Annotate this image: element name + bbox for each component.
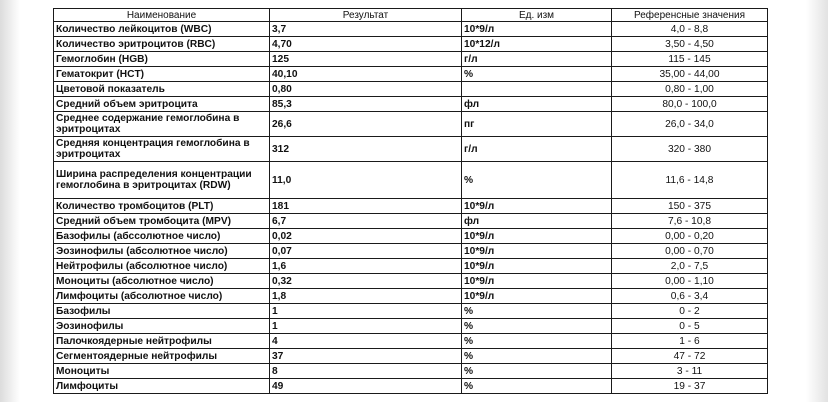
row-result: 4,70 xyxy=(270,37,462,52)
row-unit: фл xyxy=(462,97,612,112)
table-row xyxy=(54,199,768,214)
row-result: 1,8 xyxy=(270,289,462,304)
row-name: Ширина распределения концентрации гемоглобина в эритроцитах (RDW) xyxy=(54,162,270,199)
row-name: Гематокрит (HCT) xyxy=(54,67,270,82)
table-row xyxy=(54,364,768,379)
row-reference: 1 - 6 xyxy=(612,334,768,349)
row-reference: 0,80 - 1,00 xyxy=(612,82,768,97)
row-reference: 11,6 - 14,8 xyxy=(612,162,768,199)
row-result: 85,3 xyxy=(270,97,462,112)
row-name: Гемоглобин (HGB) xyxy=(54,52,270,67)
row-reference: 0 - 2 xyxy=(612,304,768,319)
row-result: 3,7 xyxy=(270,22,462,37)
row-result: 37 xyxy=(270,349,462,364)
row-result: 1,6 xyxy=(270,259,462,274)
row-unit: 10*9/л xyxy=(462,199,612,214)
row-unit: % xyxy=(462,364,612,379)
row-result: 0,07 xyxy=(270,244,462,259)
row-unit: фл xyxy=(462,214,612,229)
table-row xyxy=(54,229,768,244)
row-unit: 10*12/л xyxy=(462,37,612,52)
row-reference: 4,0 - 8,8 xyxy=(612,22,768,37)
row-name: Количество тромбоцитов (PLT) xyxy=(54,199,270,214)
row-result: 6,7 xyxy=(270,214,462,229)
row-name: Цветовой показатель xyxy=(54,82,270,97)
table-row xyxy=(54,82,768,97)
row-unit: г/л xyxy=(462,52,612,67)
row-name: Базофилы (абссолютное число) xyxy=(54,229,270,244)
row-name: Количество эритроцитов (RBC) xyxy=(54,37,270,52)
row-unit: % xyxy=(462,67,612,82)
row-reference: 80,0 - 100,0 xyxy=(612,97,768,112)
table-row xyxy=(54,289,768,304)
row-reference: 0,00 - 1,10 xyxy=(612,274,768,289)
row-name: Лимфоциты (абсолютное число) xyxy=(54,289,270,304)
row-result: 4 xyxy=(270,334,462,349)
row-reference: 26,0 - 34,0 xyxy=(612,112,768,137)
row-name: Моноциты (абсолютное число) xyxy=(54,274,270,289)
row-name: Средняя концентрация гемоглобина в эритроцитах xyxy=(54,137,270,162)
table-row xyxy=(54,97,768,112)
row-name: Моноциты xyxy=(54,364,270,379)
row-unit: % xyxy=(462,304,612,319)
row-reference: 35,00 - 44,00 xyxy=(612,67,768,82)
row-name: Лимфоциты xyxy=(54,379,270,394)
row-unit xyxy=(462,82,612,97)
row-reference: 3 - 11 xyxy=(612,364,768,379)
row-reference: 7,6 - 10,8 xyxy=(612,214,768,229)
row-name: Средний объем тромбоцита (MPV) xyxy=(54,214,270,229)
row-result: 40,10 xyxy=(270,67,462,82)
row-result: 49 xyxy=(270,379,462,394)
row-name: Количество лейкоцитов (WBC) xyxy=(54,22,270,37)
row-name: Эозинофилы xyxy=(54,319,270,334)
table-row xyxy=(54,37,768,52)
header-unit: Ед. изм xyxy=(462,9,612,22)
row-name: Средний объем эритроцита xyxy=(54,97,270,112)
table-row xyxy=(54,214,768,229)
table-row xyxy=(54,162,768,199)
table-row xyxy=(54,334,768,349)
table-row xyxy=(54,67,768,82)
row-name: Сегментоядерные нейтрофилы xyxy=(54,349,270,364)
row-unit: г/л xyxy=(462,137,612,162)
row-reference: 0 - 5 xyxy=(612,319,768,334)
row-result: 312 xyxy=(270,137,462,162)
row-reference: 3,50 - 4,50 xyxy=(612,37,768,52)
row-name: Эозинофилы (абсолютное число) xyxy=(54,244,270,259)
row-name: Базофилы xyxy=(54,304,270,319)
table-row xyxy=(54,244,768,259)
row-reference: 0,6 - 3,4 xyxy=(612,289,768,304)
row-unit: 10*9/л xyxy=(462,259,612,274)
table-row xyxy=(54,349,768,364)
row-reference: 47 - 72 xyxy=(612,349,768,364)
table-row xyxy=(54,22,768,37)
table-row xyxy=(54,274,768,289)
row-result: 181 xyxy=(270,199,462,214)
row-result: 0,02 xyxy=(270,229,462,244)
row-name: Палочкоядерные нейтрофилы xyxy=(54,334,270,349)
row-unit: % xyxy=(462,349,612,364)
row-result: 1 xyxy=(270,319,462,334)
row-reference: 2,0 - 7,5 xyxy=(612,259,768,274)
row-unit: 10*9/л xyxy=(462,244,612,259)
row-result: 26,6 xyxy=(270,112,462,137)
header-row xyxy=(54,9,768,22)
row-result: 125 xyxy=(270,52,462,67)
row-unit: % xyxy=(462,334,612,349)
row-result: 0,80 xyxy=(270,82,462,97)
table-row xyxy=(54,319,768,334)
table-row xyxy=(54,304,768,319)
row-reference: 150 - 375 xyxy=(612,199,768,214)
row-result: 1 xyxy=(270,304,462,319)
row-unit: пг xyxy=(462,112,612,137)
table-row xyxy=(54,112,768,137)
row-unit: 10*9/л xyxy=(462,229,612,244)
row-result: 8 xyxy=(270,364,462,379)
row-result: 0,32 xyxy=(270,274,462,289)
row-reference: 19 - 37 xyxy=(612,379,768,394)
header-reference: Референсные значения xyxy=(612,9,768,22)
table-row xyxy=(54,379,768,394)
row-reference: 0,00 - 0,20 xyxy=(612,229,768,244)
row-unit: % xyxy=(462,319,612,334)
row-name: Нейтрофилы (абсолютное число) xyxy=(54,259,270,274)
table-row xyxy=(54,137,768,162)
row-reference: 320 - 380 xyxy=(612,137,768,162)
header-name: Наименование xyxy=(54,9,270,22)
row-name: Среднее содержание гемоглобина в эритроцитах xyxy=(54,112,270,137)
row-unit: 10*9/л xyxy=(462,289,612,304)
header-result: Результат xyxy=(270,9,462,22)
table-row xyxy=(54,259,768,274)
blood-test-results-table xyxy=(53,8,768,394)
row-result: 11,0 xyxy=(270,162,462,199)
row-reference: 0,00 - 0,70 xyxy=(612,244,768,259)
row-unit: 10*9/л xyxy=(462,274,612,289)
row-reference: 115 - 145 xyxy=(612,52,768,67)
table-row xyxy=(54,52,768,67)
row-unit: % xyxy=(462,379,612,394)
row-unit: % xyxy=(462,162,612,199)
row-unit: 10*9/л xyxy=(462,22,612,37)
